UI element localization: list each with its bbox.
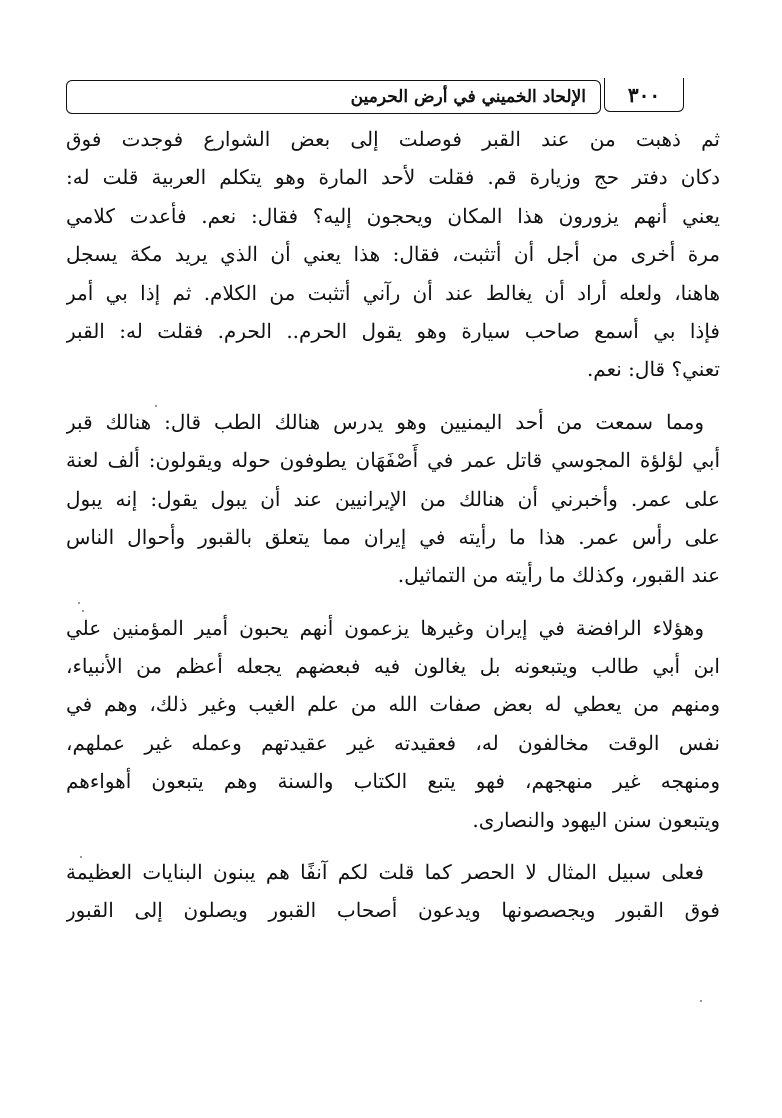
text-line: هاهنا، ولعله أراد أن يغالط عند أن رآني أتثبت من الكلام. ثم إذا بي أمر bbox=[66, 280, 720, 305]
page-number-box bbox=[604, 78, 684, 112]
text-line: تعني؟ قال: نعم. bbox=[586, 357, 720, 382]
text-line: ومنهم من يعطي له بعض صفات الله من علم الغيب وغير ذلك، وهم في bbox=[66, 692, 720, 717]
page-number: ٣٠٠ bbox=[627, 82, 661, 107]
scan-speck bbox=[155, 405, 157, 407]
text-line: فعلى سبيل المثال لا الحصر كما قلت لكم آنفًا هم يبنون البنايات العظيمة bbox=[66, 860, 704, 885]
text-line: دكان دفتر حج وزيارة قم. فقلت لأحد المارة وهو يتكلم العربية قلت له: bbox=[66, 165, 720, 190]
paragraph bbox=[66, 853, 720, 930]
scan-speck bbox=[700, 1000, 702, 1002]
scan-speck bbox=[78, 602, 80, 604]
scan-speck bbox=[80, 856, 82, 858]
text-line: ومما سمعت من أحد اليمنيين وهو يدرس هنالك الطب قال: هنالك قبر bbox=[66, 409, 704, 434]
text-line: على عمر. وأخبرني أن هنالك من الإيرانيين عند أن يبول يقول: إنه يبول bbox=[66, 486, 720, 511]
text-line: فإذا بي أسمع صاحب سيارة وهو يقول الحرم.. الحرم. فقلت له: القبر bbox=[66, 318, 720, 343]
text-line: على رأس عمر. هذا ما رأيته في إيران مما يتعلق بالقبور وأحوال الناس bbox=[66, 524, 720, 549]
scan-speck bbox=[82, 610, 84, 612]
text-line: مرة أخرى من أجل أن أتثبت، فقال: هذا يعني أن الذي يريد مكة يسجل bbox=[66, 242, 720, 267]
text-line: عند القبور، وكذلك ما رأيته من التماثيل. bbox=[397, 563, 720, 588]
header-title-box bbox=[66, 80, 601, 114]
page-body bbox=[66, 120, 720, 944]
text-line: أبي لؤلؤة المجوسي قاتل عمر في أَصْفَهَان يطوفون حوله ويقولون: ألف لعنة bbox=[66, 448, 720, 473]
paragraph bbox=[66, 120, 720, 389]
paragraph bbox=[66, 609, 720, 839]
text-line: ومنهجه غير منهجهم، فهو يتبع الكتاب والسنة وهم يتبعون أهواءهم bbox=[66, 769, 720, 794]
text-line: نفس الوقت مخالفون له، فعقيدته غير عقيدتهم وعمله غير عملهم، bbox=[66, 730, 720, 755]
text-line: ويتبعون سنن اليهود والنصارى. bbox=[472, 807, 720, 832]
text-line: ثم ذهبت من عند القبر فوصلت إلى بعض الشوارع فوجدت فوق bbox=[66, 127, 720, 151]
header-title: الإلحاد الخميني في أرض الحرمين bbox=[350, 87, 586, 107]
running-header bbox=[66, 78, 686, 118]
text-line: ابن أبي طالب ويتبعونه بل يغالون فيه فبعضهم يجعله أعظم من الأنبياء، bbox=[66, 654, 720, 679]
paragraph bbox=[66, 403, 720, 595]
text-line: فوق القبور ويجصصونها ويدعون أصحاب القبور ويصلون إلى القبور bbox=[66, 898, 720, 923]
text-line: وهؤلاء الرافضة في إيران وغيرها يزعمون أنهم يحبون أمير المؤمنين علي bbox=[66, 615, 704, 640]
text-line: يعني أنهم يزورون هذا المكان ويحجون إليه؟ فقال: نعم. فأعدت كلامي bbox=[66, 203, 720, 228]
